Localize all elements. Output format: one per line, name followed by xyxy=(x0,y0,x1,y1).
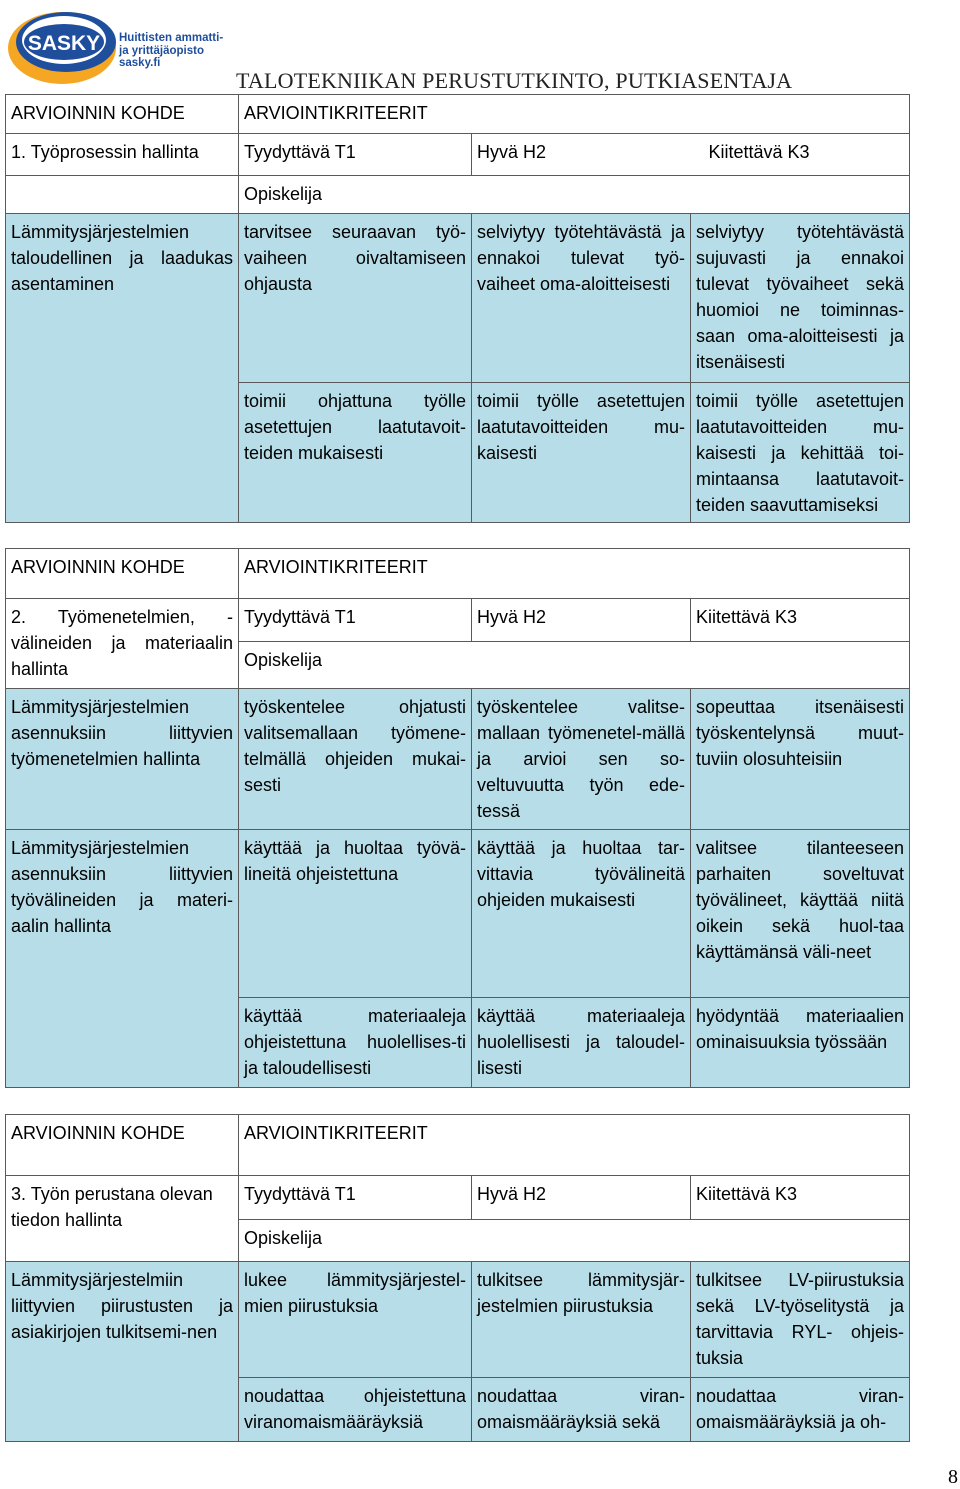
criteria-t1-cell: noudattaa ohjeistettuna viranomaismääräyksiä xyxy=(239,1378,472,1442)
grade-h2-header: Hyvä H2 xyxy=(472,1176,691,1220)
criteria-h2-cell: työskentelee valitse-mallaan työmenetel-mällä ja arvioi sen so-veltuvuutta työn ede-tessä xyxy=(472,689,691,830)
table-row xyxy=(6,1115,910,1176)
grade-h2-label: Hyvä H2 xyxy=(477,142,547,162)
kohde-cell: Lämmitysjärjestelmien asennuksiin liittyvien työvälineiden ja materi-aalin hallinta xyxy=(6,830,239,1088)
grade-t1-header: Tyydyttävä T1 xyxy=(239,134,472,176)
section-heading: 1. Työprosessin hallinta xyxy=(6,134,239,176)
criteria-k3-cell: noudattaa viran-omaismääräyksiä ja oh- xyxy=(691,1378,910,1442)
opiskelija-label: Opiskelija xyxy=(239,1220,910,1262)
criteria-k3-cell: tulkitsee LV-piirustuksia sekä LV-työselitystä ja tarvittavia RYL- ohjeis-tuksia xyxy=(691,1262,910,1378)
opiskelija-label: Opiskelija xyxy=(239,176,910,214)
logo-wordmark: SASKY xyxy=(27,32,101,55)
kohde-cell: Lämmitysjärjestelmien taloudellinen ja laadukas asentaminen xyxy=(6,214,239,523)
criteria-h2-cell: selviytyy työtehtävästä ja ennakoi tulevat työ-vaiheet oma-aloitteisesti xyxy=(472,214,691,383)
criteria-k3-cell: sopeuttaa itsenäisesti työskentelynsä muut-tuviin olosuhteisiin xyxy=(691,689,910,830)
criteria-h2-cell: toimii työlle asetettujen laatutavoitteiden mu-kaisesti xyxy=(472,383,691,523)
section2-table xyxy=(5,548,910,1088)
logo-tagline-line: Huittisten ammatti- xyxy=(119,32,224,44)
table-row xyxy=(6,95,910,134)
page-number: 8 xyxy=(948,1466,958,1488)
criteria-h2-cell: tulkitsee lämmitysjär-jestelmien piirustuksia xyxy=(472,1262,691,1378)
kohde-header: ARVIOINNIN KOHDE xyxy=(6,549,239,599)
table-row xyxy=(6,549,910,599)
criteria-t1-cell: lukee lämmitysjärjestel-mien piirustuksia xyxy=(239,1262,472,1378)
table-row xyxy=(6,830,910,998)
criteria-t1-cell: toimii ohjattuna työlle asetettujen laatutavoit-teiden mukaisesti xyxy=(239,383,472,523)
table-row xyxy=(6,689,910,830)
criteria-t1-cell: työskentelee ohjatusti valitsemallaan työmene-telmällä ohjeiden mukai-sesti xyxy=(239,689,472,830)
sasky-logo-mark xyxy=(6,4,126,90)
criteria-h2-cell: noudattaa viran-omaismääräyksiä sekä xyxy=(472,1378,691,1442)
sasky-logo xyxy=(6,4,236,90)
criteria-t1-cell: tarvitsee seuraavan työ-vaiheen oivaltamiseen ohjausta xyxy=(239,214,472,383)
kriteerit-header: ARVIOINTIKRITEERIT xyxy=(239,549,910,599)
document-title: TALOTEKNIIKAN PERUSTUTKINTO, PUTKIASENTAJA xyxy=(236,68,793,93)
criteria-k3-cell: valitsee tilanteeseen parhaiten soveltuvat työvälineet, käyttää niitä oikein sekä huol-taa käyttämänsä väli-neet xyxy=(691,830,910,998)
logo-tagline xyxy=(119,32,239,70)
kohde-header: ARVIOINNIN KOHDE xyxy=(6,1115,239,1176)
criteria-h2-cell: käyttää materiaaleja huolellisesti ja taloudel-lisesti xyxy=(472,998,691,1088)
grade-t1-header: Tyydyttävä T1 xyxy=(239,1176,472,1220)
table-row xyxy=(6,176,910,214)
kohde-cell: Lämmitysjärjestelmien asennuksiin liittyvien työmenetelmien hallinta xyxy=(6,689,239,830)
kriteerit-header: ARVIOINTIKRITEERIT xyxy=(239,1115,910,1176)
criteria-t1-cell: käyttää materiaaleja ohjeistettuna huolellises-ti ja taloudellisesti xyxy=(239,998,472,1088)
table-row xyxy=(6,1262,910,1378)
kriteerit-header: ARVIOINTIKRITEERIT xyxy=(239,95,910,134)
table-row xyxy=(6,134,910,176)
criteria-h2-cell: käyttää ja huoltaa tar-vittavia työvälineitä ohjeiden mukaisesti xyxy=(472,830,691,998)
section-heading: 3. Työn perustana olevan tiedon hallinta xyxy=(6,1176,239,1262)
kohde-cell: Lämmitysjärjestelmiin liittyvien piirustusten ja asiakirjojen tulkitsemi-nen xyxy=(6,1262,239,1442)
grade-h2-k3-header xyxy=(472,134,910,176)
grade-k3-label: Kiitettävä K3 xyxy=(708,142,810,162)
criteria-k3-cell: hyödyntää materiaalien ominaisuuksia työssään xyxy=(691,998,910,1088)
section3-table xyxy=(5,1114,910,1442)
table-row xyxy=(6,599,910,642)
logo-tagline-line: sasky.fi xyxy=(119,57,161,69)
grade-t1-header: Tyydyttävä T1 xyxy=(239,599,472,642)
kohde-header: ARVIOINNIN KOHDE xyxy=(6,95,239,134)
table-row xyxy=(6,214,910,383)
grade-k3-header: Kiitettävä K3 xyxy=(691,1176,910,1220)
section-heading: 2. Työmenetelmien, -välineiden ja materiaalin hallinta xyxy=(6,599,239,689)
grade-h2-header: Hyvä H2 xyxy=(472,599,691,642)
criteria-t1-cell: käyttää ja huoltaa työvä-lineitä ohjeistettuna xyxy=(239,830,472,998)
grade-k3-header: Kiitettävä K3 xyxy=(691,599,910,642)
table-row xyxy=(6,1176,910,1220)
opiskelija-label: Opiskelija xyxy=(239,642,910,689)
criteria-k3-cell: toimii työlle asetettujen laatutavoitteiden mu-kaisesti ja kehittää toi-mintaansa laatutavoit-teiden saavuttamiseksi xyxy=(691,383,910,523)
section1-table xyxy=(5,94,910,523)
criteria-k3-cell: selviytyy työtehtävästä sujuvasti ja ennakoi tulevat työvaiheet sekä huomioi ne toiminnas-saan oma-aloitteisesti ja itsenäisesti xyxy=(691,214,910,383)
empty-cell xyxy=(6,176,239,214)
logo-tagline-line: ja yrittäjäopisto xyxy=(119,44,204,57)
